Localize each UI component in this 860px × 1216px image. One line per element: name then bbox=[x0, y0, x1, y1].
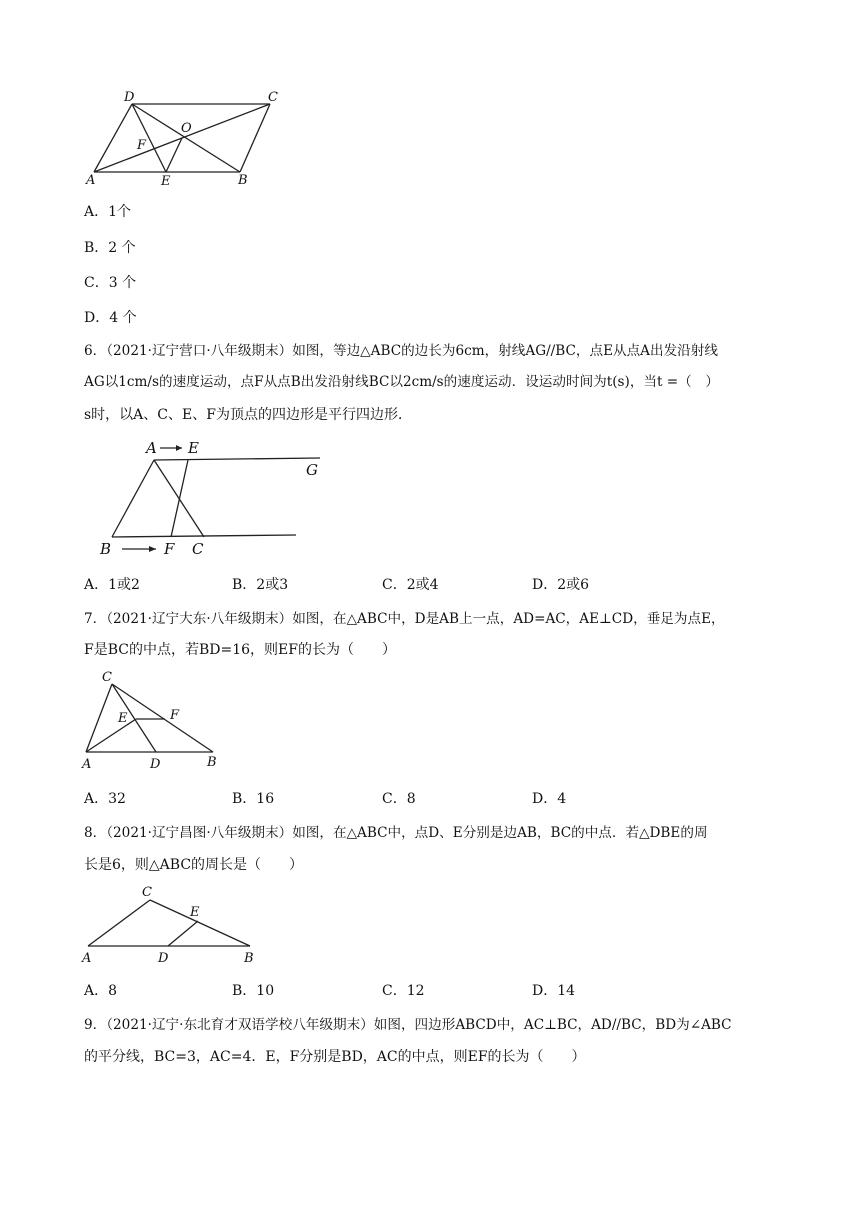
q8-figure bbox=[80, 884, 260, 968]
q8-option-b: B．10 bbox=[232, 983, 275, 999]
label-D: D bbox=[158, 951, 169, 966]
arrowhead-icon bbox=[149, 546, 156, 552]
label-B: B bbox=[244, 951, 254, 966]
label-G: G bbox=[306, 461, 318, 479]
arrowhead-icon bbox=[176, 445, 182, 451]
q5-option-b: B．2 个 bbox=[84, 240, 136, 256]
label-A: A bbox=[82, 951, 92, 966]
label-E: E bbox=[188, 439, 199, 457]
label-B: B bbox=[207, 755, 217, 770]
q6-option-a: A．1或2 bbox=[84, 577, 140, 593]
q6-stem-line1: 6．（2021·辽宁营口·八年级期末）如图，等边△ABC的边长为6cm，射线AG//BC，点E从点A出发沿射线 bbox=[84, 343, 718, 359]
label-C: C bbox=[102, 670, 112, 685]
q6-option-b: B．2或3 bbox=[232, 577, 289, 593]
label-C: C bbox=[192, 540, 204, 558]
q8-option-a: A．8 bbox=[84, 983, 118, 999]
edge-AD bbox=[94, 104, 132, 172]
q7-stem-line1: 7．（2021·辽宁大东·八年级期末）如图，在△ABC中，D是AB上一点，AD=AC，AE⊥CD，垂足为点E， bbox=[84, 611, 725, 627]
q8-option-c: C．12 bbox=[382, 983, 425, 999]
label-D: D bbox=[150, 757, 161, 772]
label-F: F bbox=[170, 708, 180, 723]
label-O: O bbox=[181, 121, 192, 136]
side-CA bbox=[86, 684, 112, 752]
diagonal-DB bbox=[132, 104, 240, 172]
equilateral-triangle-rays-diagram bbox=[96, 436, 336, 566]
side-CA bbox=[88, 900, 150, 946]
q7-option-d: D．4 bbox=[532, 791, 567, 807]
q6-stem-line2: AG以1cm/s的速度运动，点F从点B出发沿射线BC以2cm/s的速度运动．设运动时间为t(s)，当t =（ ） bbox=[84, 374, 719, 390]
ray-AG bbox=[154, 458, 320, 460]
q6-figure bbox=[96, 436, 336, 566]
label-E: E bbox=[190, 905, 200, 920]
q7-figure bbox=[80, 672, 230, 776]
label-C: C bbox=[268, 90, 278, 105]
q5-option-a: A．1个 bbox=[84, 204, 132, 220]
q9-stem-line1: 9．（2021·辽宁·东北育才双语学校八年级期末）如图，四边形ABCD中，AC⊥BC，AD//BC，BD为∠ABC bbox=[84, 1017, 732, 1033]
label-A: A bbox=[82, 757, 92, 772]
q5-option-c: C．3 个 bbox=[84, 275, 137, 291]
q8-stem-line1: 8．（2021·辽宁昌图·八年级期末）如图，在△ABC中，点D、E分别是边AB，BC的中点．若△DBE的周 bbox=[84, 825, 708, 841]
triangle-midpoint-diagram bbox=[80, 672, 230, 776]
q7-option-b: B．16 bbox=[232, 791, 275, 807]
label-A: A bbox=[86, 173, 96, 188]
parallelogram-diagram bbox=[84, 92, 284, 192]
label-C: C bbox=[142, 885, 152, 900]
segment-DE bbox=[168, 921, 198, 946]
q7-stem-line2: F是BC的中点，若BD=16，则EF的长为（ ） bbox=[84, 642, 396, 658]
q5-option-d: D．4 个 bbox=[84, 310, 137, 326]
q7-option-a: A．32 bbox=[84, 791, 126, 807]
q6-option-d: D．2或6 bbox=[532, 577, 590, 593]
segment-AE bbox=[86, 719, 136, 752]
side-CB bbox=[150, 900, 250, 946]
q6-stem-line3: s时，以A、C、E、F为顶点的四边形是平行四边形． bbox=[84, 407, 412, 423]
side-AB bbox=[112, 460, 154, 537]
q5-figure bbox=[84, 92, 284, 192]
label-A: A bbox=[146, 439, 157, 457]
q9-stem-line2: 的平分线，BC=3，AC=4．E，F分别是BD，AC的中点，则EF的长为（ ） bbox=[84, 1049, 586, 1065]
label-F: F bbox=[164, 540, 175, 558]
q8-stem-line2: 长是6，则△ABC的周长是（ ） bbox=[84, 857, 304, 873]
label-E: E bbox=[161, 174, 171, 189]
label-E: E bbox=[118, 711, 128, 726]
triangle-midline-diagram bbox=[80, 884, 260, 968]
q7-option-c: C．8 bbox=[382, 791, 416, 807]
label-F: F bbox=[137, 138, 147, 153]
q8-option-d: D．14 bbox=[532, 983, 576, 999]
q6-option-c: C．2或4 bbox=[382, 577, 439, 593]
label-B: B bbox=[100, 540, 112, 558]
segment-EF bbox=[171, 460, 188, 537]
label-B: B bbox=[238, 173, 248, 188]
label-D: D bbox=[124, 90, 135, 105]
